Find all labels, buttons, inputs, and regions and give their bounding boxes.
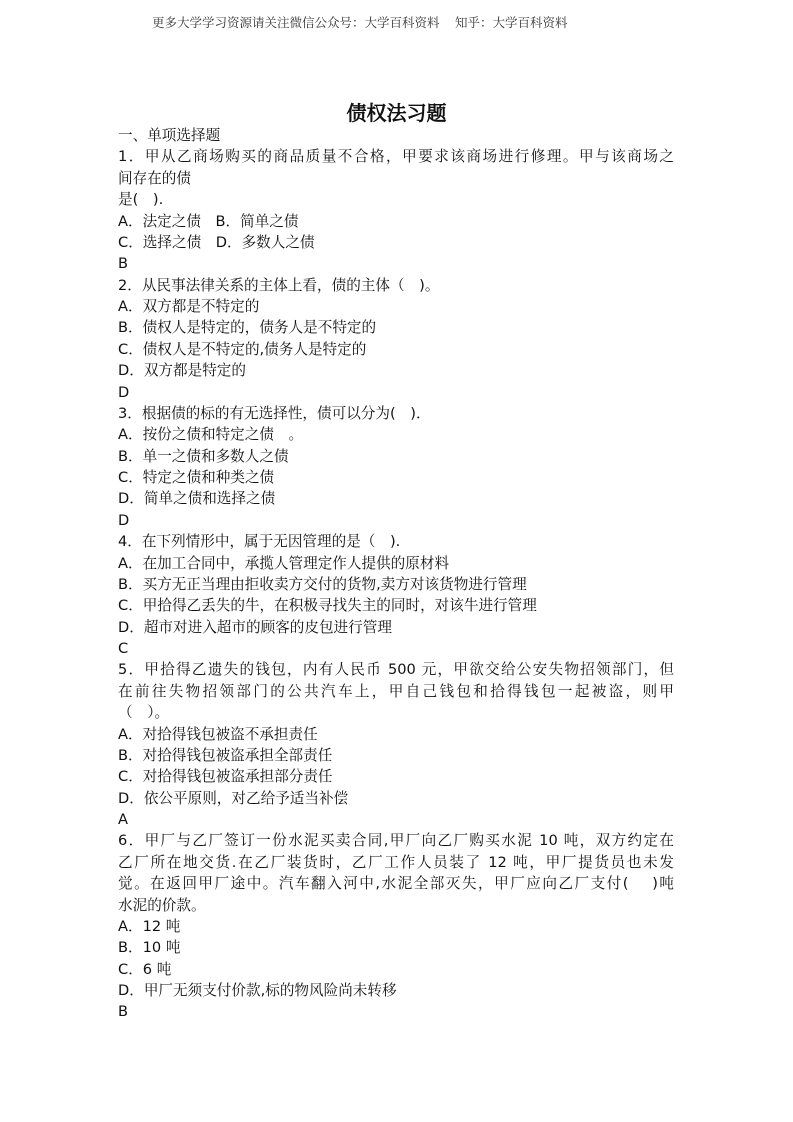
text-line: B．10 吨 [118,939,181,957]
text-line: C [118,640,129,657]
text-line: B [118,255,129,273]
text-line: C．对拾得钱包被盗承担部分责任 [118,768,333,786]
text-line: D．甲厂无须支付价款,标的物风险尚未转移 [118,982,397,999]
text-line: D [118,383,130,401]
header-zhihu-note: 知乎：大学百科资料 [455,15,568,30]
text-line: D．超市对进入超市的顾客的皮包进行管理 [118,618,392,636]
text-line: 5．甲拾得乙遗失的钱包，内有人民币 500 元，甲欲交给公安失物招领部门，但 [118,661,674,679]
document-body [118,125,674,1023]
text-line: B [118,1003,129,1021]
text-line: D．双方都是特定的 [118,362,246,380]
text-line: 乙厂所在地交货.在乙厂装货时，乙厂工作人员装了 12 吨，甲厂提货员也未发 [118,853,674,871]
text-line: 1．甲从乙商场购买的商品质量不合格，甲要求该商场进行修理。甲与该商场之 [118,148,674,166]
text-line: C．甲拾得乙丢失的牛，在积极寻找失主的同时，对该牛进行管理 [118,597,537,615]
document-title: 债权法习题 [346,101,447,125]
text-line: 在前往失物招领部门的公共汽车上，甲自己钱包和拾得钱包一起被盗，则甲 [118,682,674,700]
text-line: D [118,511,130,529]
text-line: A．在加工合同中，承揽人管理定作人提供的原材料 [118,554,450,572]
text-line: A．双方都是不特定的 [118,298,260,315]
text-line: 觉。在返回甲厂途中。汽车翻入河中,水泥全部灭失，甲厂应向乙厂支付( )吨 [118,875,674,893]
text-line: A．按份之债和特定之债 。 [118,426,304,444]
text-line: B．买方无正当理由拒收卖方交付的货物,卖方对该货物进行管理 [118,575,527,593]
text-line: 水泥的价款。 [118,896,206,914]
text-line: 3．根据债的标的有无选择性，债可以分为( )． [118,404,431,422]
text-line: A [118,811,128,828]
text-line: （ ）。 [118,704,170,722]
text-line: 是( ). [118,191,164,209]
text-line: 一、单项选择题 [118,127,221,144]
text-line: D．简单之债和选择之债 [118,490,276,508]
text-line: B．单一之债和多数人之债 [118,447,289,465]
text-line: C．债权人是不特定的,债务人是特定的 [118,340,367,358]
text-line: B．债权人是特定的，债务人是不特定的 [118,319,377,337]
text-line: A．对拾得钱包被盗不承担责任 [118,725,318,743]
text-line: B．对拾得钱包被盗承担全部责任 [118,746,333,764]
text-line: 6．甲厂与乙厂签订一份水泥买卖合同,甲厂向乙厂购买水泥 10 吨，双方约定在 [118,832,674,850]
header-wechat-note: 更多大学学习资源请关注微信公众号：大学百科资料 [152,15,440,30]
text-line: C．6 吨 [118,960,172,978]
text-line: D．依公平原则，对乙给予适当补偿 [118,789,349,807]
text-line: 4．在下列情形中，属于无因管理的是（ ). [118,533,401,551]
text-line: 间存在的债 [118,169,191,187]
text-line: A．12 吨 [118,917,181,935]
text-line: A．法定之债 B．简单之债 [118,212,299,230]
text-line: C．选择之债 D．多数人之债 [118,233,315,251]
text-line: C．特定之债和种类之债 [118,469,275,486]
text-line: 2．从民事法律关系的主体上看，债的主体（ )。 [118,276,440,294]
